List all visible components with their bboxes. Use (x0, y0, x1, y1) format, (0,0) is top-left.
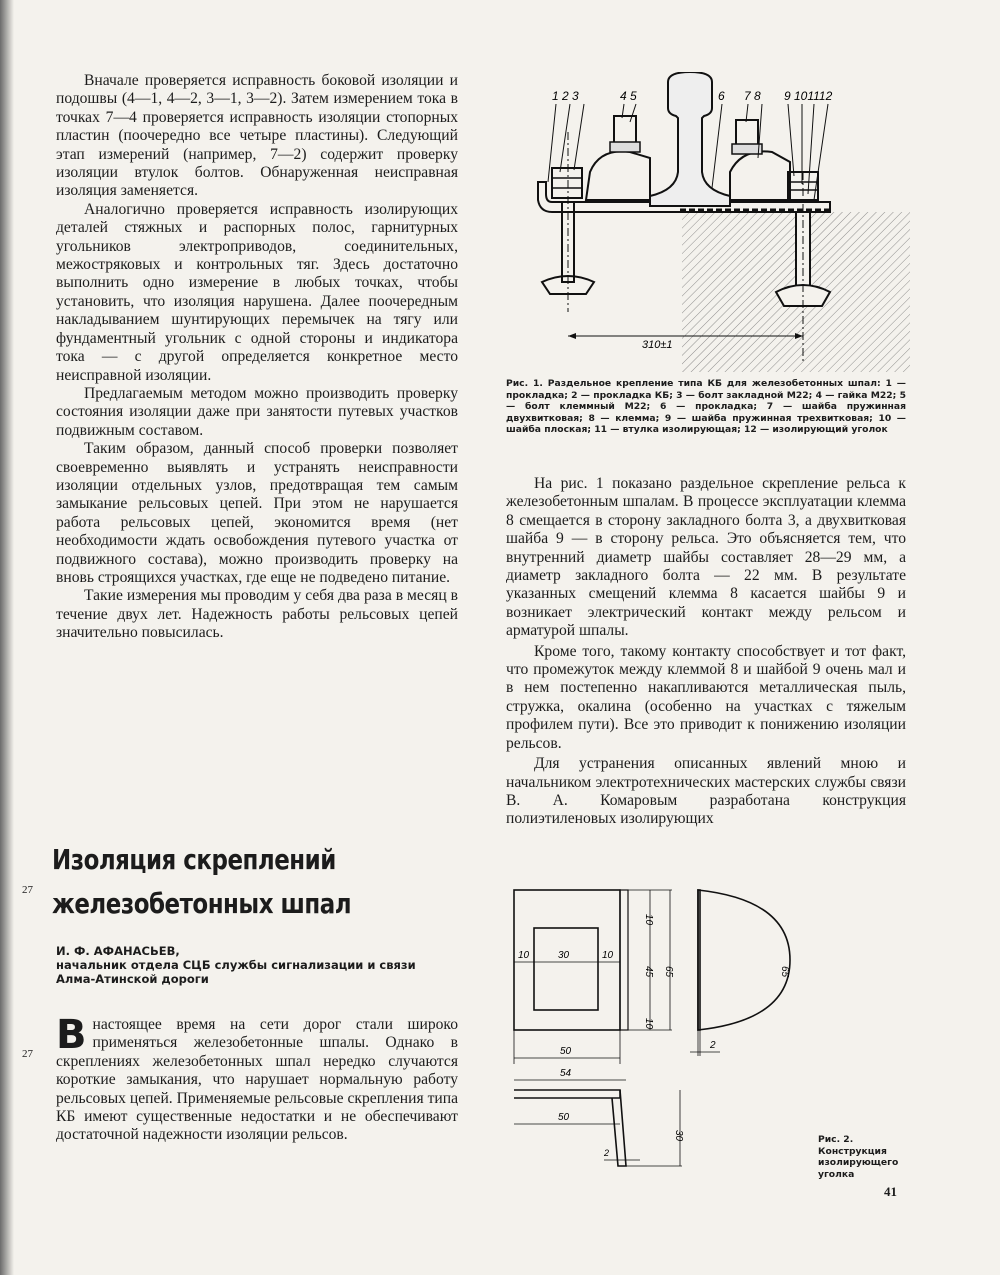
paragraph: На рис. 1 показано раздельное скрепление рельса к железобетонным шпалам. В процессе эксплуатации клемма 8 смещается в сторону закладного болта 3, а двухвитковая шайба 9 — в сторону рельса. Это объясняется тем, что внутренний диаметр шайбы составляет 28—29 мм, а диаметр закладного болта — 22 мм. В результате указанных смещений клемма 8 касается шайбы 9 и возникает электрический контакт между рельсом и арматурой шпалы. (506, 475, 906, 640)
right-clamp (730, 151, 790, 200)
fig2-dim: 2 (604, 1148, 610, 1158)
fig2-dim: 50 (560, 1046, 572, 1057)
article-intro (56, 1012, 458, 1145)
fig2-dim: 10 (643, 914, 654, 926)
paragraph: Для устранения описанных явлений мною и начальником электротехнических мастерских службы связи В. А. Комаровым разработана конструкция полиэтиленовых изолирующих (506, 755, 906, 828)
fig2-dim: 30 (673, 1130, 684, 1142)
fig2-dim: 30 (558, 950, 570, 961)
author-block (56, 944, 436, 986)
author-name: И. Ф. АФАНАСЬЕВ, (56, 944, 180, 958)
left-clamp (586, 151, 650, 200)
right-column (506, 475, 906, 831)
fig2-dim: 65 (663, 966, 674, 978)
paragraph: Таким образом, данный способ проверки позволяет своевременно выявлять и устранять неисправности изоляции отдельных узлов, предотвращая тем самым замыкание рельсовых цепей. При этом не нарушается работа рельсовых цепей, экономится время (нет необходимости ждать освобождения путевого участка от подвижного состава), можно производить проверку на вновь строящихся участках, где еще не подведено питание. (56, 440, 458, 586)
author-position: начальник отдела СЦБ службы сигнализации и связи Алма-Атинской дороги (56, 958, 416, 986)
paragraph: Аналогично проверяется исправность изолирующих деталей стяжных и распорных полос, гарнитурных угольников электроприводов, соединительных, межостряковых и контрольных тяг. Здесь достаточно выполнить одно измерение в любых точках, чтобы установить, что изоляция нарушена. Далее поочередным накладыванием шунтирующих перемычек на тягу или фундаментный угольник с одной стороны и индикатора тока — с другой определяется конкретное место неисправной изоляции. (56, 200, 458, 384)
angle-side-view (698, 890, 790, 1030)
figure1-caption: Рис. 1. Раздельное крепление типа КБ для железобетонных шпал: 1 — прокладка; 2 — прокладка КБ; 3 — болт закладной М22; 4 — гайка М22; 5 — болт клеммный М22; 6 — прокладка; 7 — шайба пружинная двухвитковая; 8 — клемма; 9 — шайба пружинная трехвитковая; 10 — шайба плоская; 11 — втулка изолирующая; 12 — изолирующий уголок (506, 378, 906, 435)
figure1-drawing (490, 72, 910, 372)
fig2-dim: 65 (779, 966, 790, 978)
margin-number: 27 (22, 884, 33, 896)
fig1-label-6: 6 (718, 89, 725, 103)
page-number: 41 (884, 1184, 897, 1199)
drop-cap: В (56, 1012, 87, 1058)
fig2-dim: 45 (643, 966, 654, 978)
paragraph: Такие измерения мы проводим у себя два раза в месяц в течение двух лет. Надежность работы рельсовых цепей значительно повысилась. (56, 587, 458, 642)
intro-text: настоящее время на сети дорог стали широко применяться железобетонные шпалы. Однако в скреплениях железобетонных шпал нередко случаются короткие замыкания, что нарушает нормальную работу рельсовых цепей. Применяемые рельсовые скрепления типа КБ имеют существенные недостатки и не обеспечивают достаточной надежности изоляции рельсов. (56, 1016, 458, 1144)
paragraph: Кроме того, такому контакту способствует и тот факт, что промежуток между клеммой 8 и шайбой 9 очень мал и в нем постепенно накапливаются металлическая пыль, стружка, окалина (особенно на участках с тяжелым профилем пути). Все это приводит к понижению изоляции рельсов. (506, 642, 906, 752)
fig1-label-4-5: 4 5 (620, 89, 637, 103)
angle-bottom-view (514, 1090, 620, 1098)
page-edge-shadow (0, 0, 14, 1275)
fig2-dim: 2 (710, 1040, 716, 1051)
fig2-dim: 10 (602, 950, 614, 961)
title-line: железобетонных шпал (52, 887, 352, 920)
figure2-caption: Рис. 2. Конструкция изолирующего уголка (818, 1134, 899, 1180)
fig2-dim: 50 (558, 1112, 570, 1123)
fig2-dim: 54 (560, 1068, 572, 1079)
fig1-label-9-12: 9 101112 (784, 89, 833, 103)
figure2-drawing (500, 880, 820, 1170)
paragraph: Вначале проверяется исправность боковой изоляции и подошвы (4—1, 4—2, 3—1, 3—2). Затем измерением тока в точках 7—4 проверяется исправность изоляции стопорных пластин (поочередно все четыре пластины). Следующий этап измерений (например, 7—2) содержит проверку изоляции втулок болтов. Обнаруженная неисправная изоляция заменяется. (56, 72, 458, 200)
left-column (56, 72, 458, 643)
title-line: Изоляция скреплений (52, 843, 336, 876)
article-title (52, 838, 380, 926)
fig1-dimension: 310±1 (642, 339, 673, 351)
fig1-label-1-2-3: 1 2 3 (552, 89, 579, 103)
paragraph: Предлагаемым методом можно производить проверку состояния изоляции даже при занятости путевых участков подвижным составом. (56, 384, 458, 439)
fig2-dim: 10 (518, 950, 530, 961)
margin-number: 27 (22, 1048, 33, 1060)
fig1-label-7-8: 7 8 (744, 89, 761, 103)
fig2-dim: 10 (643, 1018, 654, 1030)
